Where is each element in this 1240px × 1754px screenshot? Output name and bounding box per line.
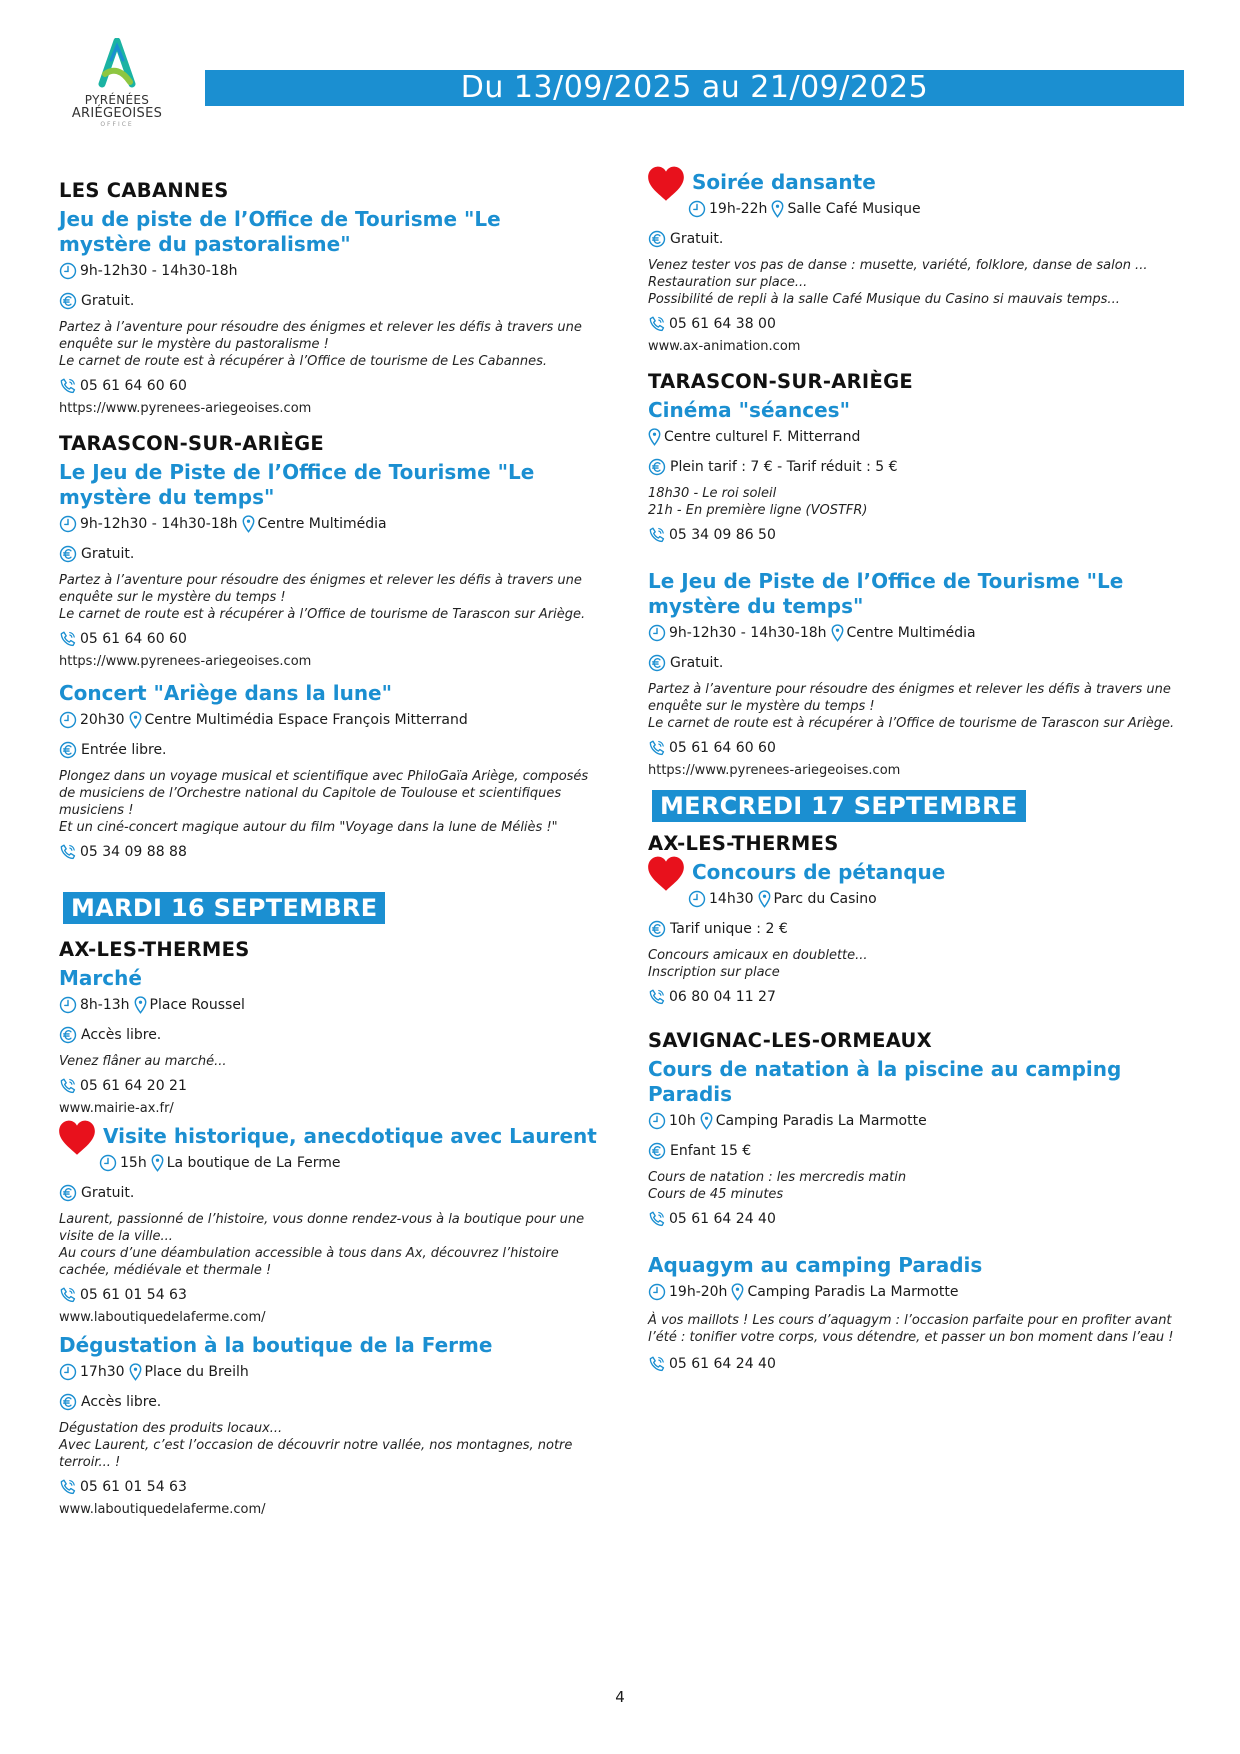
event-phone-row <box>59 1285 599 1305</box>
event-time-row <box>59 1153 599 1173</box>
event-url[interactable]: www.mairie-ax.fr/ <box>59 1101 174 1116</box>
event-time-row <box>648 199 1188 219</box>
event-price: Accès libre. <box>81 1394 162 1410</box>
event-time: 20h30 <box>80 712 125 728</box>
euro-icon <box>59 1184 77 1202</box>
town-heading: AX-LES-THERMES <box>648 832 839 855</box>
day-banner: MARDI 16 SEPTEMBRE <box>63 892 385 924</box>
phone-icon <box>59 1478 77 1496</box>
logo-line-1: PYRÉNÉES <box>84 93 150 107</box>
event-description: Concours amicaux en doublette... Inscription sur place <box>648 948 868 980</box>
event-description: Plongez dans un voyage musical et scientifique avec PhiloGaïa Ariège, composés de musiciens de l’Orchestre national du Capitole de Toulouse et scientifiques musiciens ! Et un ciné-concert magique autour du film "Voyage dans la lune de Méliès !" <box>59 769 589 835</box>
event-price: Gratuit. <box>81 1185 135 1201</box>
event-phone-row <box>648 987 1188 1007</box>
event-time-row <box>648 1111 1188 1131</box>
phone-icon <box>59 1077 77 1095</box>
town-heading: LES CABANNES <box>59 179 229 202</box>
phone-icon <box>59 1286 77 1304</box>
event-phone: 06 80 04 11 27 <box>669 989 776 1005</box>
event-price: Gratuit. <box>81 546 135 562</box>
town-heading: SAVIGNAC-LES-ORMEAUX <box>648 1029 932 1052</box>
logo <box>62 38 172 138</box>
event-phone-row <box>59 842 599 862</box>
event-description: Dégustation des produits locaux... Avec Laurent, c’est l’occasion de découvrir notre vallée, nos montagnes, notre terroir... ! <box>59 1421 573 1470</box>
location-pin-icon <box>771 200 784 218</box>
event-title: Visite historique, anecdotique avec Laurent <box>103 1124 597 1148</box>
event-phone: 05 61 64 20 21 <box>80 1078 187 1094</box>
event-price-row <box>59 1183 599 1203</box>
heart-icon <box>645 854 687 894</box>
event-description: À vos maillots ! Les cours d’aquagym : l’occasion parfaite pour en profiter avant l’été : tonifier votre corps, vous détendre, et passer un bon moment dans l’eau ! <box>648 1313 1174 1345</box>
event-description: Partez à l’aventure pour résoudre des énigmes et relever les défis à travers une enquête sur le mystère du temps ! Le carnet de route est à récupérer à l’Office de tourisme de Tarascon sur Ariège. <box>59 573 586 622</box>
logo-line-3: OFFICE <box>100 121 134 128</box>
clock-icon <box>59 262 77 280</box>
left-column <box>59 165 599 1525</box>
clock-icon <box>59 711 77 729</box>
event-url[interactable]: https://www.pyrenees-ariegeoises.com <box>59 654 312 669</box>
event-phone: 05 61 64 24 40 <box>669 1211 776 1227</box>
event-price: Tarif unique : 2 € <box>670 921 788 937</box>
phone-icon <box>59 630 77 648</box>
event-title: Soirée dansante <box>692 170 876 194</box>
event-price: Gratuit. <box>670 231 724 247</box>
event-time: 19h-22h <box>709 201 768 217</box>
event-time-row <box>59 1362 599 1382</box>
location-pin-icon <box>758 890 771 908</box>
town-heading: AX-LES-THERMES <box>59 938 250 961</box>
event-time: 10h <box>669 1113 696 1129</box>
event-time: 15h <box>120 1155 147 1171</box>
event-phone-row <box>59 376 599 396</box>
location-pin-icon <box>831 624 844 642</box>
event-location: Centre Multimédia <box>846 625 976 641</box>
page-number: 4 <box>615 1688 625 1706</box>
phone-icon <box>648 315 666 333</box>
event-location: La boutique de La Ferme <box>166 1155 341 1171</box>
event-url[interactable]: https://www.pyrenees-ariegeoises.com <box>59 401 312 416</box>
event-title: Le Jeu de Piste de l’Office de Tourisme "Le mystère du temps" <box>59 460 535 509</box>
phone-icon <box>59 377 77 395</box>
event-description: Laurent, passionné de l’histoire, vous donne rendez-vous à la boutique pour une visite de la ville... Au cours d’une déambulation accessible à tous dans Ax, découvrez l’histoire cachée, médiévale et thermale ! <box>59 1212 585 1278</box>
event-phone: 05 61 64 60 60 <box>80 378 187 394</box>
event-phone: 05 61 64 60 60 <box>80 631 187 647</box>
event-url[interactable]: www.laboutiquedelaferme.com/ <box>59 1502 266 1517</box>
event-phone-row <box>648 525 1188 545</box>
event-price-row <box>648 653 1188 673</box>
right-column <box>648 170 1188 1378</box>
event-location: Centre Multimédia <box>257 516 387 532</box>
event-phone: 05 61 64 60 60 <box>669 740 776 756</box>
event-url[interactable]: www.ax-animation.com <box>648 339 801 354</box>
heart-icon <box>645 164 687 204</box>
clock-icon <box>59 1363 77 1381</box>
euro-icon <box>648 654 666 672</box>
heart-icon <box>56 1118 98 1158</box>
phone-icon <box>648 526 666 544</box>
event-phone-row <box>648 1354 1188 1374</box>
event-phone-row <box>59 1076 599 1096</box>
clock-icon <box>59 996 77 1014</box>
event-location: Camping Paradis La Marmotte <box>715 1113 927 1129</box>
event-title-favorite <box>59 1124 599 1149</box>
event-description: Venez flâner au marché... <box>59 1054 227 1069</box>
pyrenees-ariegeoises-logo-icon <box>97 38 137 92</box>
event-price: Entrée libre. <box>81 742 167 758</box>
euro-icon <box>59 1026 77 1044</box>
clock-icon <box>688 890 706 908</box>
event-phone-row <box>59 629 599 649</box>
euro-icon <box>648 458 666 476</box>
town-heading: TARASCON-SUR-ARIÈGE <box>648 370 914 393</box>
event-price-row <box>59 544 599 564</box>
event-location-row <box>648 427 1188 447</box>
event-price: Accès libre. <box>81 1027 162 1043</box>
event-title: Concert "Ariège dans la lune" <box>59 681 393 705</box>
event-phone: 05 61 64 38 00 <box>669 316 776 332</box>
clock-icon <box>648 624 666 642</box>
clock-icon <box>648 1112 666 1130</box>
phone-icon <box>59 843 77 861</box>
event-phone: 05 61 64 24 40 <box>669 1356 776 1372</box>
location-pin-icon <box>700 1112 713 1130</box>
event-description: Partez à l’aventure pour résoudre des énigmes et relever les défis à travers une enquête sur le mystère du temps ! Le carnet de route est à récupérer à l’Office de tourisme de Tarascon sur Ariège. <box>648 682 1175 731</box>
euro-icon <box>648 1142 666 1160</box>
euro-icon <box>59 1393 77 1411</box>
event-time-row <box>648 623 1188 643</box>
date-range-banner: Du 13/09/2025 au 21/09/2025 <box>205 70 1184 106</box>
event-url[interactable]: www.laboutiquedelaferme.com/ <box>59 1310 266 1325</box>
event-price: Enfant 15 € <box>670 1143 752 1159</box>
event-title: Cinéma "séances" <box>648 398 851 422</box>
event-time-row <box>648 889 1188 909</box>
event-price-row <box>59 1392 599 1412</box>
event-price-row <box>59 1025 599 1045</box>
clock-icon <box>59 515 77 533</box>
event-time: 9h-12h30 - 14h30-18h <box>80 263 238 279</box>
event-title: Cours de natation à la piscine au camping Paradis <box>648 1057 1122 1106</box>
event-description: 18h30 - Le roi soleil 21h - En première ligne (VOSTFR) <box>648 486 868 518</box>
event-title: Aquagym au camping Paradis <box>648 1253 983 1277</box>
event-price-row <box>648 229 1188 249</box>
euro-icon <box>59 292 77 310</box>
event-price: Gratuit. <box>670 655 724 671</box>
event-description: Venez tester vos pas de danse : musette, variété, folklore, danse de salon ... Restauration sur place... Possibilité de repli à la salle Café Musique du Casino si mauvais temps... <box>648 258 1148 307</box>
event-time-row <box>59 514 599 534</box>
event-price-row <box>59 740 599 760</box>
event-price: Plein tarif : 7 € - Tarif réduit : 5 € <box>670 459 898 475</box>
event-url[interactable]: https://www.pyrenees-ariegeoises.com <box>648 763 901 778</box>
phone-icon <box>648 988 666 1006</box>
euro-icon <box>59 741 77 759</box>
event-title: Dégustation à la boutique de la Ferme <box>59 1333 493 1357</box>
location-pin-icon <box>151 1154 164 1172</box>
clock-icon <box>648 1283 666 1301</box>
clock-icon <box>99 1154 117 1172</box>
location-pin-icon <box>648 428 661 446</box>
event-phone-row <box>648 1209 1188 1229</box>
event-location: Parc du Casino <box>773 891 877 907</box>
euro-icon <box>648 230 666 248</box>
event-price-row <box>59 291 599 311</box>
phone-icon <box>648 1210 666 1228</box>
event-location: Centre Multimédia Espace François Mitterrand <box>144 712 468 728</box>
location-pin-icon <box>134 996 147 1014</box>
event-location: Place Roussel <box>149 997 245 1013</box>
event-location: Place du Breilh <box>144 1364 249 1380</box>
event-price-row <box>648 1141 1188 1161</box>
location-pin-icon <box>242 515 255 533</box>
phone-icon <box>648 1355 666 1373</box>
euro-icon <box>648 920 666 938</box>
event-time-row <box>648 1282 1188 1302</box>
event-phone-row <box>648 314 1188 334</box>
euro-icon <box>59 545 77 563</box>
event-phone-row <box>648 738 1188 758</box>
event-phone-row <box>59 1477 599 1497</box>
event-title-favorite <box>648 170 1188 195</box>
event-price-row <box>648 457 1188 477</box>
event-title-favorite <box>648 860 1188 885</box>
event-time: 19h-20h <box>669 1284 728 1300</box>
event-price: Gratuit. <box>81 293 135 309</box>
phone-icon <box>648 739 666 757</box>
event-phone: 05 61 01 54 63 <box>80 1479 187 1495</box>
event-time: 14h30 <box>709 891 754 907</box>
town-heading: TARASCON-SUR-ARIÈGE <box>59 432 325 455</box>
event-title: Marché <box>59 966 142 990</box>
event-phone: 05 34 09 86 50 <box>669 527 776 543</box>
clock-icon <box>688 200 706 218</box>
event-phone: 05 34 09 88 88 <box>80 844 187 860</box>
event-time: 9h-12h30 - 14h30-18h <box>80 516 238 532</box>
event-location: Centre culturel F. Mitterrand <box>664 429 861 445</box>
location-pin-icon <box>731 1283 744 1301</box>
event-price-row <box>648 919 1188 939</box>
event-time: 9h-12h30 - 14h30-18h <box>669 625 827 641</box>
event-phone: 05 61 01 54 63 <box>80 1287 187 1303</box>
event-location: Salle Café Musique <box>787 201 921 217</box>
event-time: 17h30 <box>80 1364 125 1380</box>
location-pin-icon <box>129 1363 142 1381</box>
event-title: Le Jeu de Piste de l’Office de Tourisme "Le mystère du temps" <box>648 569 1124 618</box>
event-location: Camping Paradis La Marmotte <box>747 1284 959 1300</box>
event-time-row <box>59 710 599 730</box>
event-title: Jeu de piste de l’Office de Tourisme "Le mystère du pastoralisme" <box>59 207 501 256</box>
event-time-row <box>59 261 599 281</box>
event-title: Concours de pétanque <box>692 860 946 884</box>
event-time-row <box>59 995 599 1015</box>
event-description: Partez à l’aventure pour résoudre des énigmes et relever les défis à travers une enquête sur le mystère du pastoralisme ! Le carnet de route est à récupérer à l’Office de tourisme de Les Cabannes. <box>59 320 582 369</box>
location-pin-icon <box>129 711 142 729</box>
day-banner: MERCREDI 17 SEPTEMBRE <box>652 790 1026 822</box>
event-description: Cours de natation : les mercredis matin Cours de 45 minutes <box>648 1170 907 1202</box>
logo-line-2: ARIÉGEOISES <box>71 106 163 121</box>
event-time: 8h-13h <box>80 997 130 1013</box>
